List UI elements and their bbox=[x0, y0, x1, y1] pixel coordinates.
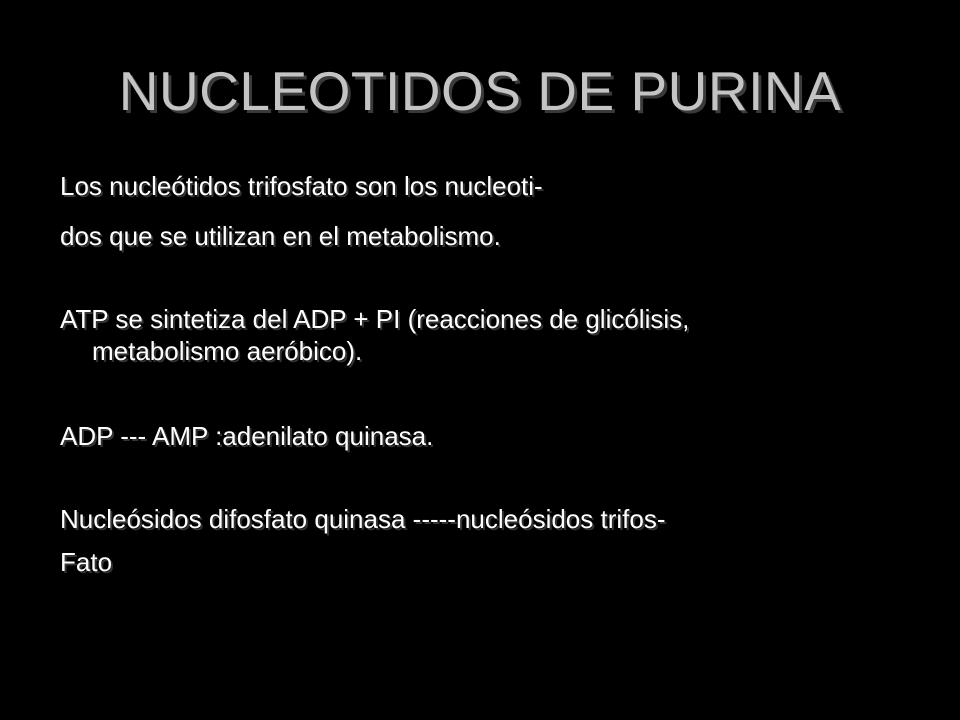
paragraph-4-line-2: Fato bbox=[60, 547, 113, 577]
paragraph-2-line-1: ATP se sintetiza del ADP + PI (reacciones de glicólisis, bbox=[60, 304, 690, 334]
paragraph-3-line-1: ADP --- AMP :adenilato quinasa. bbox=[60, 421, 434, 451]
slide-title: NUCLEOTIDOS DE PURINA bbox=[118, 60, 842, 122]
paragraph-1-line-1: Los nucleótidos trifosfato son los nucleoti- bbox=[60, 171, 543, 201]
slide-body bbox=[60, 0, 920, 720]
paragraph-1-line-2: dos que se utilizan en el metabolismo. bbox=[60, 221, 501, 251]
paragraph-2-line-2: metabolismo aeróbico). bbox=[92, 336, 363, 366]
paragraph-4-line-1: Nucleósidos difosfato quinasa -----nucleósidos trifos- bbox=[60, 504, 666, 534]
